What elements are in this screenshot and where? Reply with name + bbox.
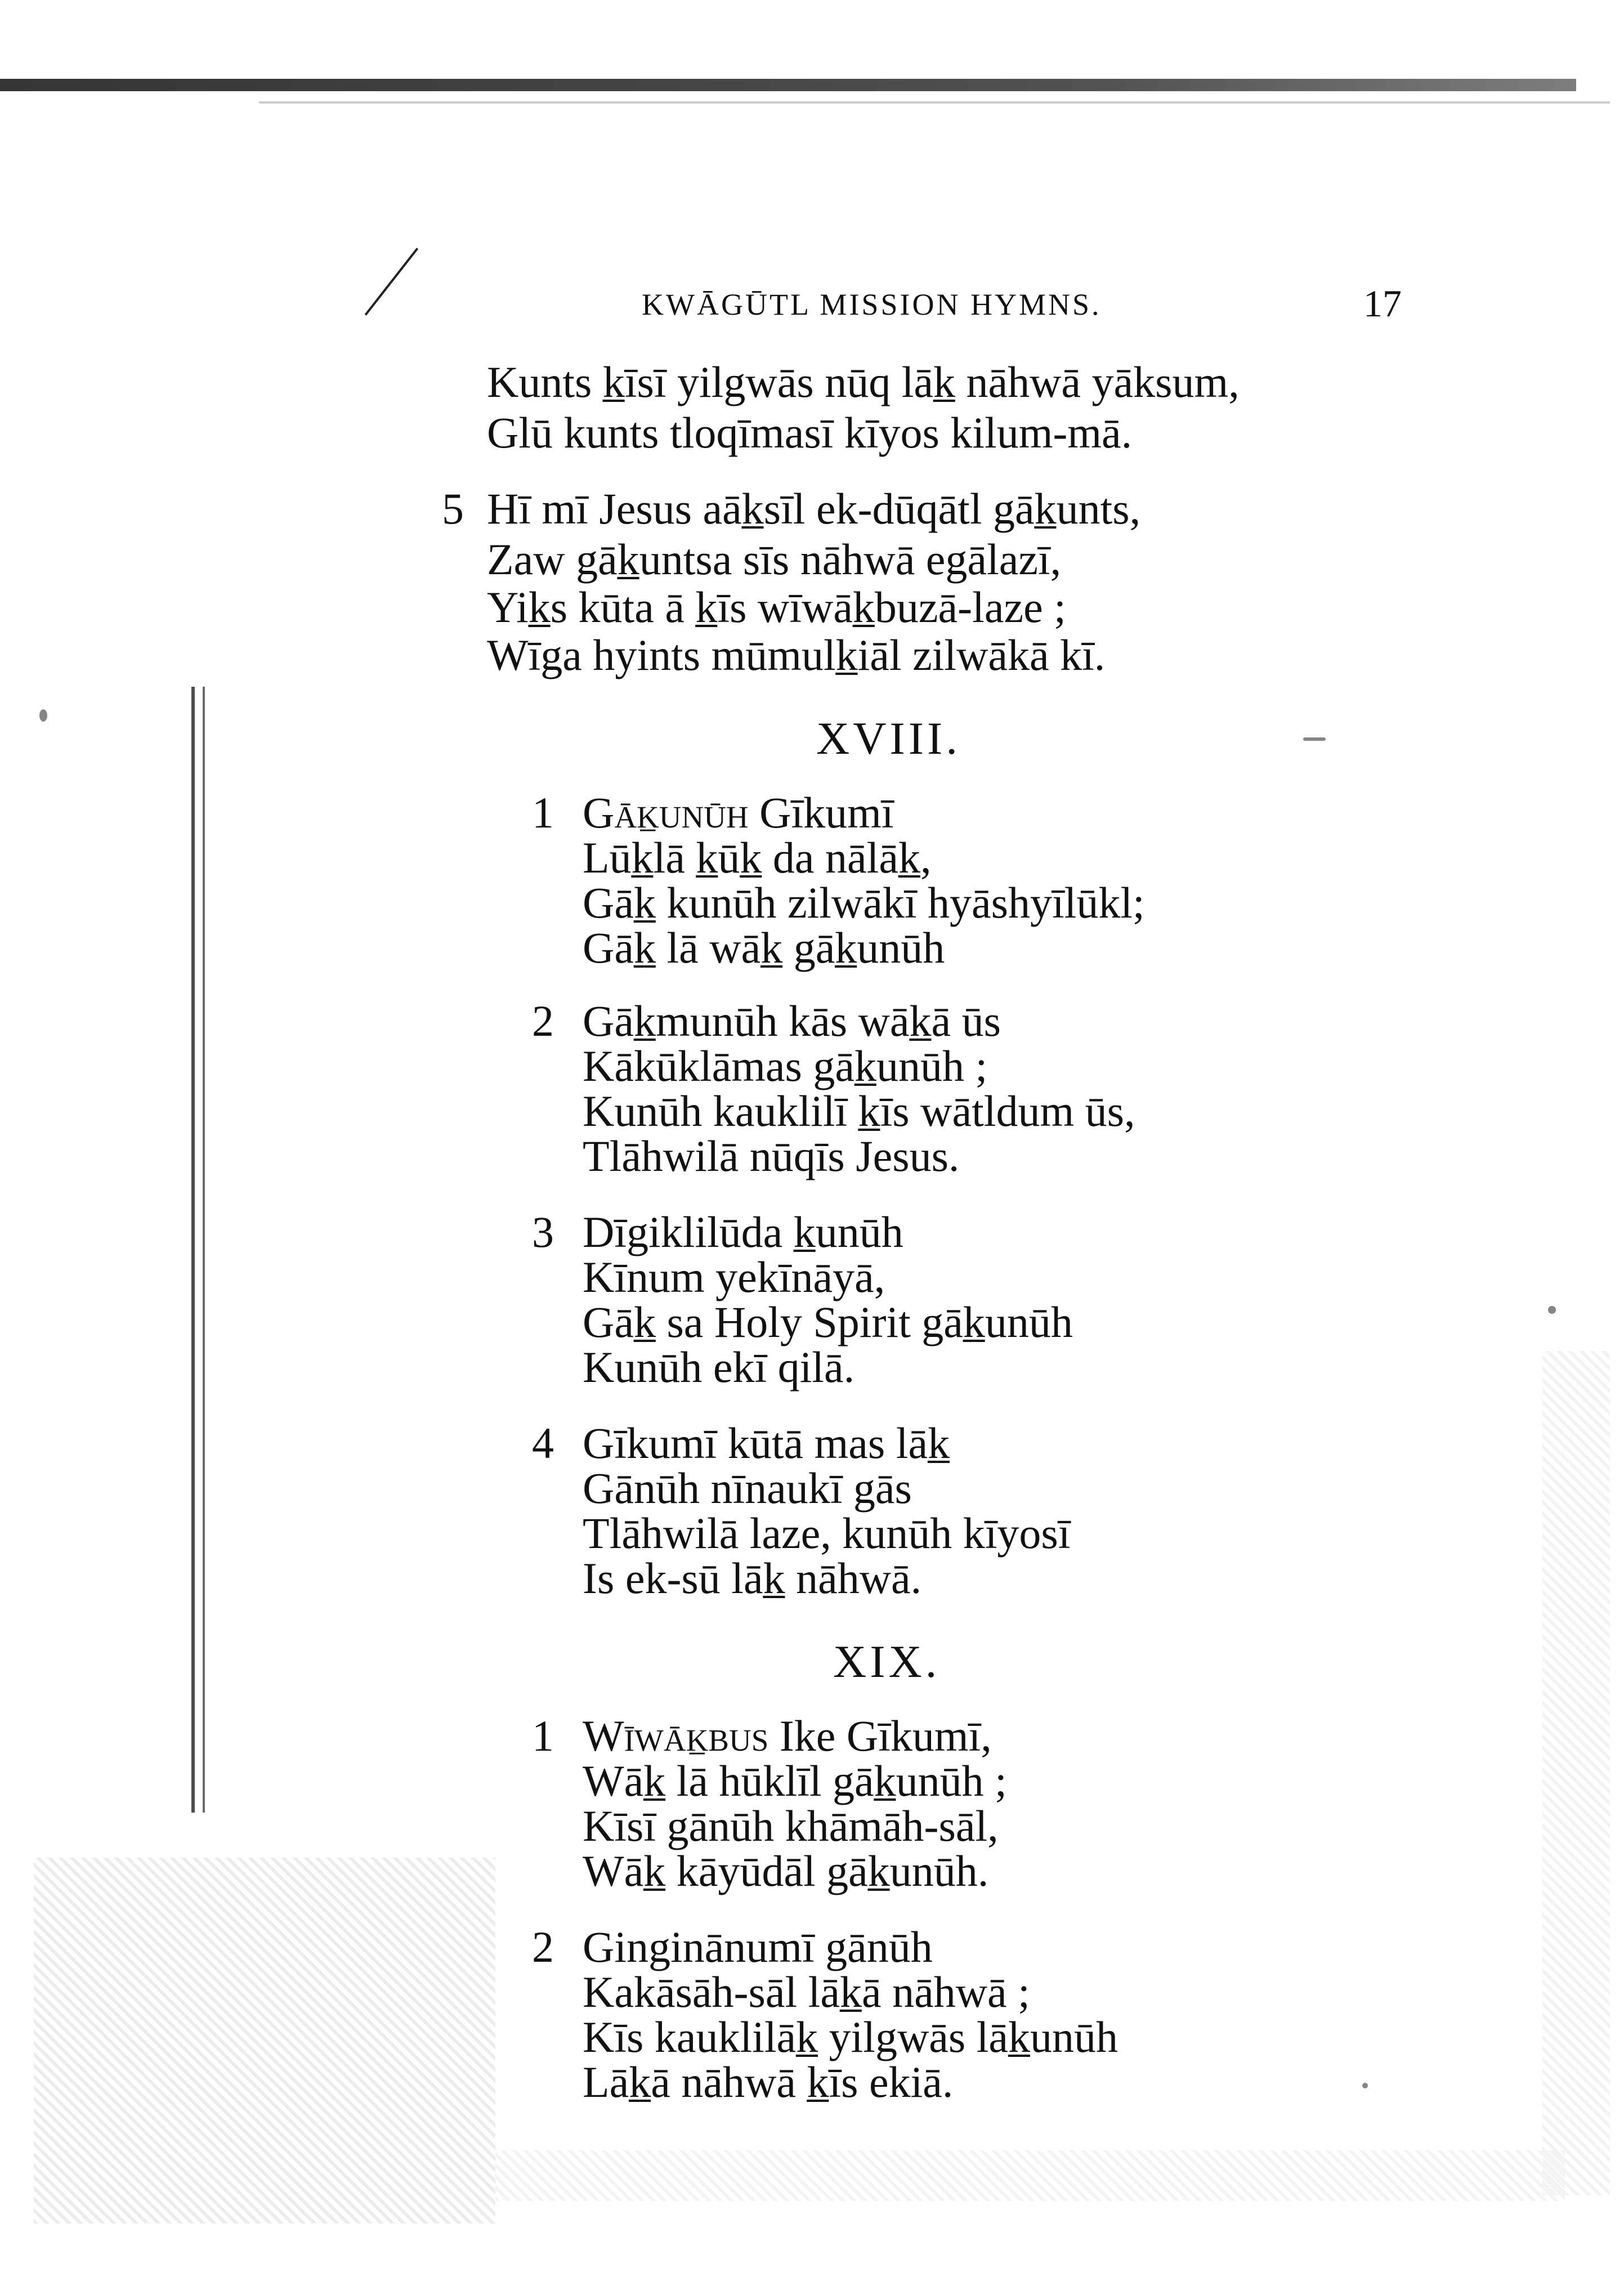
verse-line: Is ek-sū lāk̲ nāhwā. xyxy=(583,1554,922,1603)
verse-first-word: Gāk̲unūh xyxy=(583,788,749,837)
scan-noise-bottom-left xyxy=(34,1858,495,2224)
scan-speckle xyxy=(1362,2083,1368,2088)
verse-line: Gāk̲ lā wāk̲ gāk̲unūh xyxy=(583,923,945,972)
scan-noise-right-edge xyxy=(1542,1351,1610,2195)
continuation-line: Glū kunts tloqīmasī kīyos kilum-mā. xyxy=(487,408,1133,457)
verse-line: Yik̲s kūta ā k̲īs wīwāk̲buzā-laze ; xyxy=(487,583,1066,632)
verse-number: 2 xyxy=(532,1922,554,1971)
verse-first-word: Wīwāk̲bus xyxy=(583,1711,769,1760)
scan-speckle xyxy=(1303,737,1326,741)
verse-line: Wīga hyints mūmulk̲iāl zilwākā kī. xyxy=(487,630,1106,679)
hymn-heading-xix: XIX. xyxy=(833,1636,941,1687)
verse-first-line-rest: Ike Gīkumī, xyxy=(779,1711,992,1760)
verse-line: Hī mī Jesus aāk̲sīl ek-dūqātl gāk̲unts, xyxy=(487,484,1141,533)
verse-line: Kīnum yekīnāyā, xyxy=(583,1252,885,1301)
verse-line: Kakāsāh-sāl lāk̲ā nāhwā ; xyxy=(583,1967,1030,2016)
verse-number: 3 xyxy=(532,1207,554,1256)
continuation-line: Kunts k̲īsī yilgwās nūq lāk̲ nāhwā yāksum, xyxy=(487,357,1240,406)
verse-line: Gāk̲munūh kās wāk̲ā ūs xyxy=(583,996,1001,1045)
verse-first-line xyxy=(583,788,894,837)
hymn-heading-xviii: XVIII. xyxy=(816,713,961,764)
verse-line: Tlāhwilā nūqīs Jesus. xyxy=(583,1131,960,1180)
verse-line: Ginginānumī gānūh xyxy=(583,1922,933,1971)
verse-number: 5 xyxy=(442,484,464,533)
verse-line: Wāk̲ lā hūklīl gāk̲unūh ; xyxy=(583,1756,1007,1805)
verse-line: Kunūh ekī qilā. xyxy=(583,1343,855,1392)
verse-line: Wāk̲ kāyūdāl gāk̲unūh. xyxy=(583,1846,989,1895)
verse-line: Gāk̲ kunūh zilwākī hyāshyīlūkl; xyxy=(583,878,1145,927)
scan-top-rule xyxy=(0,79,1576,91)
scan-top-rule-thin xyxy=(259,101,1610,104)
page-number: 17 xyxy=(1363,282,1402,325)
running-title: KWĀGŪTL MISSION HYMNS. xyxy=(642,288,1102,321)
verse-number: 1 xyxy=(532,788,554,837)
verse-line: Gāk̲ sa Holy Spirit gāk̲unūh xyxy=(583,1298,1073,1346)
pencil-slash-mark xyxy=(365,248,419,316)
verse-line: Zaw gāk̲untsa sīs nāhwā egālazī, xyxy=(487,535,1062,584)
verse-line: Lāk̲ā nāhwā k̲īs ekiā. xyxy=(583,2057,954,2106)
verse-line: Kīs kauklilāk̲ yilgwās lāk̲unūh xyxy=(583,2012,1119,2061)
verse-line: Gānūh nīnaukī gās xyxy=(583,1464,912,1513)
verse-number: 2 xyxy=(532,996,554,1045)
verse-line: Gīkumī kūtā mas lāk̲ xyxy=(583,1419,950,1468)
scan-noise-bottom xyxy=(495,2150,1565,2201)
verse-first-line-rest: Gīkumī xyxy=(759,788,894,837)
verse-line: Kākūklāmas gāk̲unūh ; xyxy=(583,1041,988,1090)
verse-line: Kunūh kauklilī k̲īs wātldum ūs, xyxy=(583,1086,1135,1135)
binding-spine-edge xyxy=(191,687,205,1813)
verse-line: Tlāhwilā laze, kunūh kīyosī xyxy=(583,1509,1071,1558)
running-header xyxy=(642,281,1402,326)
verse-line: Dīgiklilūda k̲unūh xyxy=(583,1207,903,1256)
verse-first-line xyxy=(583,1711,992,1760)
scan-speckle xyxy=(1548,1306,1556,1314)
verse-number: 1 xyxy=(532,1711,554,1760)
verse-number: 4 xyxy=(532,1419,554,1468)
verse-line: Lūk̲lā k̲ūk̲ da nālāk̲, xyxy=(583,833,932,882)
verse-line: Kīsī gānūh khāmāh-sāl, xyxy=(583,1801,999,1850)
scan-speckle xyxy=(39,709,47,722)
